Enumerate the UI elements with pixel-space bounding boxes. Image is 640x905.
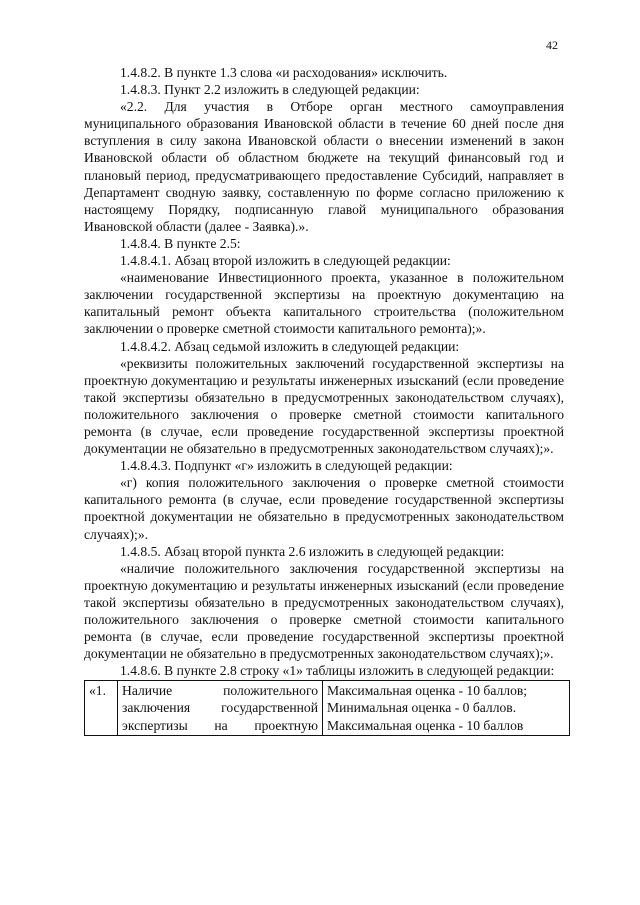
table-cell-number: «1. — [85, 681, 118, 735]
paragraph-1-4-8-4-3: 1.4.8.4.3. Подпункт «г» изложить в следующей редакции: — [120, 458, 453, 474]
paragraph-1-4-8-3: 1.4.8.3. Пункт 2.2 изложить в следующей редакции: — [120, 82, 420, 98]
paragraph-1-4-8-4-1: 1.4.8.4.1. Абзац второй изложить в следующей редакции: — [120, 253, 451, 269]
page-number: 42 — [546, 38, 558, 52]
table-row — [85, 681, 570, 735]
paragraph-1-4-8-2: 1.4.8.2. В пункте 1.3 слова «и расходования» исключить. — [120, 65, 448, 80]
criterion-line: экспертизы на проектную — [122, 717, 318, 733]
table-cell-criterion — [118, 681, 323, 735]
paragraph-1-4-8-4-2: 1.4.8.4.2. Абзац седьмой изложить в следующей редакции: — [120, 338, 460, 354]
paragraph-1-4-8-5: 1.4.8.5. Абзац второй пункта 2.6 изложить в следующей редакции: — [120, 543, 505, 559]
paragraph-quote-2-2: «2.2. Для участия в Отборе орган местного самоуправления муниципального образования Ивановской области в течение 60 дней после дня вступления в силу закона Ивановской области о внесении изменений в закон Ивановской области об областном бюджете на текущий финансовый год и плановый период, предусматривающего предоставление Субсидий, направляет в Департамент сводную заявку, составленную по форме согласно приложению к настоящему Порядку, подписанную главой муниципального образования Ивановской области (далее - Заявка).». — [84, 99, 564, 234]
criteria-table — [84, 680, 570, 735]
score-line: Максимальная оценка - 10 баллов; — [327, 683, 528, 699]
paragraph-1-4-8-4: 1.4.8.4. В пункте 2.5: — [120, 235, 241, 251]
table-cell-score — [323, 681, 570, 735]
paragraph-quote-nalichie: «наличие положительного заключения государственной экспертизы на проектную документацию и результаты инженерных изысканий (если проведение такой экспертизы обязательно в предусмотренных законодательством случаях), положительного заключения о проверке сметной стоимости капитального ремонта (в случае, если проведение государственной экспертизы проектной документации не обязательно в предусмотренных законодательством случаях);». — [84, 560, 564, 662]
criterion-line: заключения государственной — [122, 700, 318, 716]
criterion-line: Наличие положительного — [122, 683, 318, 699]
paragraph-1-4-8-6: 1.4.8.6. В пункте 2.8 строку «1» таблицы изложить в следующей редакции: — [120, 663, 555, 679]
paragraph-quote-g: «г) копия положительного заключения о проверке сметной стоимости капитального ремонта (в случае, если проведение государственной экспертизы проектной документации не обязательно в предусмотренных законодательством случаях);». — [84, 475, 564, 542]
paragraph-quote-rekvizity: «реквизиты положительных заключений государственной экспертизы на проектную документацию и результаты инженерных изысканий (если проведение такой экспертизы обязательно в предусмотренных законодательством случаях), положительного заключения о проверке сметной стоимости капитального ремонта (в случае, если проведение государственной экспертизы проектной документации не обязательно в предусмотренных законодательством случаях);». — [84, 355, 564, 457]
score-line: Максимальная оценка - 10 баллов — [327, 717, 524, 733]
document-body — [84, 64, 564, 736]
score-line: Минимальная оценка - 0 баллов. — [327, 700, 517, 716]
paragraph-quote-naimenovanie: «наименование Инвестиционного проекта, указанное в положительном заключении государственной экспертизы на проектную документацию на капитальный ремонт объекта капитального строительства (положительном заключении о проверке сметной стоимости капитального ремонта);». — [84, 270, 564, 337]
